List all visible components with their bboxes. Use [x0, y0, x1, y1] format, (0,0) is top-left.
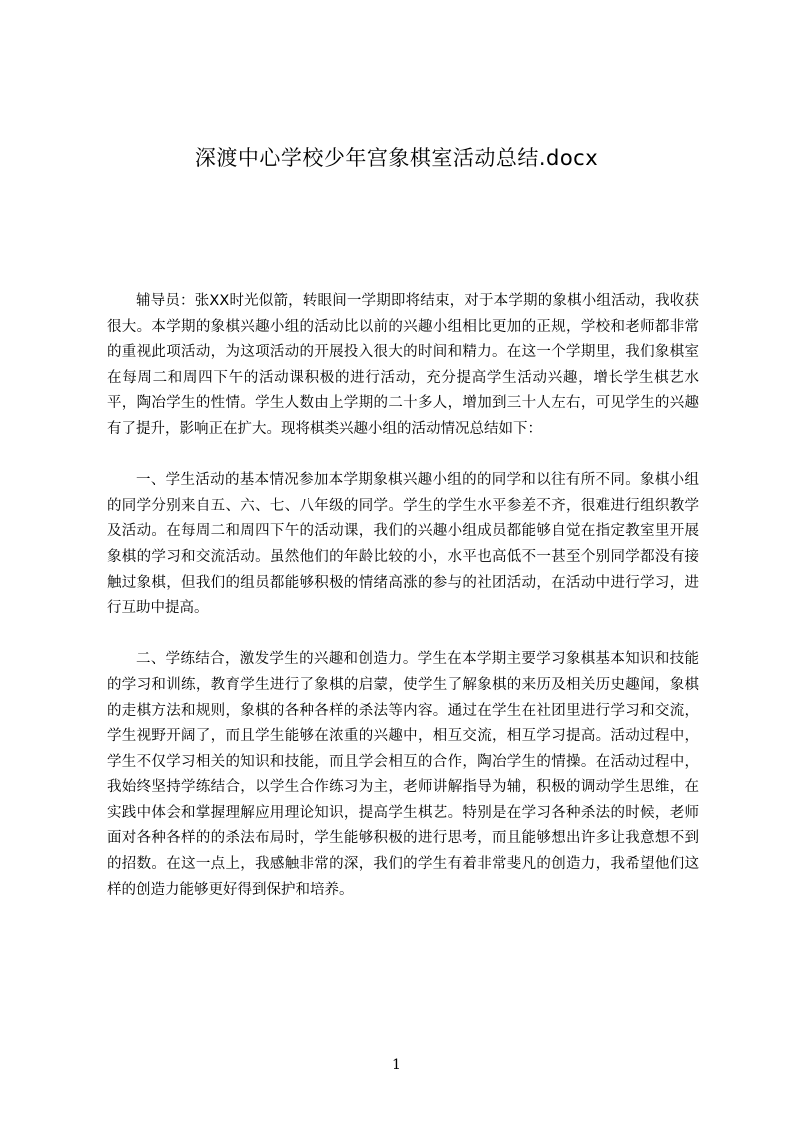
- paragraph-section-1: 一、学生活动的基本情况参加本学期象棋兴趣小组的的同学和以往有所不同。象棋小组的同学分别来自五、六、七、八年级的同学。学生的学生水平参差不齐，很难进行组织教学及活动。在每周二和周四下午的活动课，我们的兴趣小组成员都能够自觉在指定教室里开展象棋的学习和交流活动。虽然他们的年龄比较的小，水平也高低不一甚至个别同学都没有接触过象棋，但我们的组员都能够积极的情绪高涨的参与的社团活动，在活动中进行学习，进行互助中提高。: [107, 472, 699, 617]
- paragraph-intro: 辅导员：张XX时光似箭，转眼间一学期即将结束，对于本学期的象棋小组活动，我收获很大。本学期的象棋兴趣小组的活动比以前的兴趣小组相比更加的正规，学校和老师都非常的重视此项活动，为这项活动的开展投入很大的时间和精力。在这一个学期里，我们象棋室在每周二和周四下午的活动课积极的进行活动，充分提高学生活动兴趣，增长学生棋艺水平，陶冶学生的性情。学生人数由上学期的二十多人，增加到三十人左右，可见学生的兴趣有了提升，影响正在扩大。现将棋类兴趣小组的活动情况总结如下：: [107, 293, 699, 437]
- document-title: 深渡中心学校少年宫象棋室活动总结.docx: [194, 146, 599, 170]
- document-body: [107, 289, 699, 903]
- page-number: 1: [392, 1057, 401, 1073]
- paragraph-section-2: 二、学练结合，激发学生的兴趣和创造力。学生在本学期主要学习象棋基本知识和技能的学习和训练，教育学生进行了象棋的启蒙，使学生了解象棋的来历及相关历史趣闻，象棋的走棋方法和规则，象棋的各种各样的杀法等内容。通过在学生在社团里进行学习和交流，学生视野开阔了，而且学生能够在浓重的兴趣中，相互交流，相互学习提高。活动过程中，学生不仅学习相关的知识和技能，而且学会相互的合作，陶冶学生的情操。在活动过程中，我始终坚持学练结合，以学生合作练习为主，老师讲解指导为辅，积极的调动学生思维，在实践中体会和掌握理解应用理论知识，提高学生棋艺。特别是在学习各种杀法的时候，老师面对各种各样的的杀法布局时，学生能够积极的进行思考，而且能够想出许多让我意想不到的招数。在这一点上，我感触非常的深，我们的学生有着非常斐凡的创造力，我希望他们这样的创造力能够更好得到保护和培养。: [107, 651, 699, 898]
